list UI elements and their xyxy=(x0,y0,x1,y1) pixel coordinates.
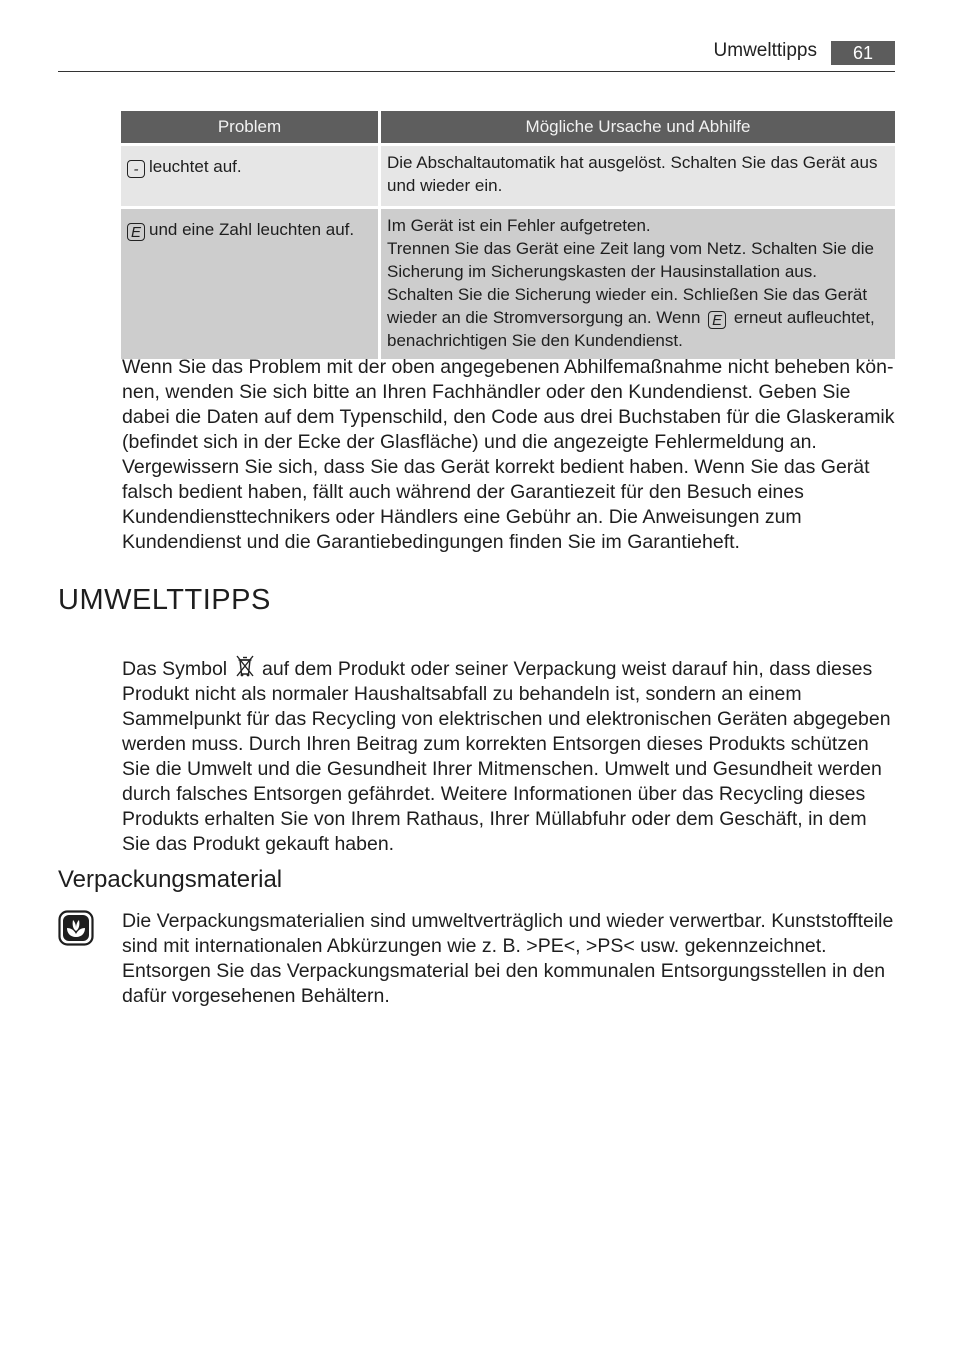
table-header-row xyxy=(121,111,895,143)
symbol-text xyxy=(122,654,897,857)
page-header xyxy=(58,38,895,72)
support-paragraph-1: Wenn Sie das Problem mit der oben angegebenen Abhilfemaßnahme nicht beheben können, wenden Sie sich bitte an Ihren Fachhändler oder den Kundendienst. Geben Sie dabei die Daten auf dem Typenschild, den Code aus drei Buchstaben für die Glaskeramik (befindet sich in der Ecke der Glasfläche) und die angezeigte Fehlermeldung an. xyxy=(122,356,895,453)
support-paragraph-2: Vergewissern Sie sich, dass Sie das Gerät korrekt bedient haben. Wenn Sie das Gerät falsch bedient haben, fällt auch während der Garantiezeit für den Besuch eines Kundendiensttechnikers oder Händlers eine Gebühr an. Die Anweisungen zum Kundendienst und die Garantiebedingungen finden Sie im Garantieheft. xyxy=(122,456,870,553)
table-row xyxy=(121,143,895,206)
symbol-paragraph xyxy=(122,654,897,857)
remedy-text: Die Abschaltautomatik hat ausgelöst. Schalten Sie das Gerät aus und wieder ein. xyxy=(387,153,878,195)
symbol-text-after: auf dem Produkt oder seiner Verpackung weist darauf hin, dass dieses Produkt nicht als normaler Haushaltsabfall zu behandeln ist, sondern an einem Sammelpunkt für das Recycling von elektrischen und elektronischen Geräten abgegeben werden muss. Durch Ihren Beitrag zum korrekten Entsorgen dieses Produkts schützen Sie die Umwelt und die Gesundheit Ihrer Mitmenschen. Umwelt und Gesundheit werden durch falsches Entsorgen gefährdet. Weitere Informationen über das Recycling dieses Produkts erhalten Sie von Ihrem Rathaus, Ihrer Müllabfuhr oder dem Geschäft, in dem Sie das Produkt gekauft haben. xyxy=(122,658,891,855)
eco-leaf-icon xyxy=(58,910,94,946)
packaging-text xyxy=(122,909,897,1009)
problem-cell xyxy=(121,143,381,206)
symbol-text-before: Das Symbol xyxy=(122,658,228,680)
crossed-out-bin-icon xyxy=(235,654,255,678)
header-section-title: Umwelttipps xyxy=(713,40,817,61)
support-text xyxy=(122,355,897,555)
problem-text: leuchtet auf. xyxy=(149,157,242,176)
remedy-line-1: Im Gerät ist ein Fehler aufgetreten. xyxy=(387,216,651,235)
column-header-problem: Problem xyxy=(121,111,381,143)
remedy-text-a: Trennen Sie das Gerät eine Zeit lang vom Netz. Schalten Sie die Sicherung im Sicherungskasten der Hausinstallation aus. Schalten Sie die Sicherung wieder ein. Schließen Sie das Gerät wieder an die Stromversorgung an. Wenn xyxy=(387,239,874,327)
display-key-icon: - xyxy=(127,160,145,178)
remedy-cell xyxy=(381,143,895,206)
packaging-paragraph: Die Verpackungsmaterialien sind umweltverträglich und wieder verwertbar. Kunststoffteile sind mit internationalen Abkürzungen wie z. B. >PE<, >PS< usw. gekennzeichnet. Entsorgen Sie das Verpackungsmaterial bei den kommunalen Entsorgungsstellen in den dafür vorgesehenen Behältern. xyxy=(122,910,894,1007)
error-key-icon: E xyxy=(127,223,145,241)
problem-cell xyxy=(121,206,381,359)
section-heading: UMWELTTIPPS xyxy=(58,584,271,616)
subheading: Verpackungsmaterial xyxy=(58,866,283,893)
error-key-inline-icon: E xyxy=(708,311,726,329)
remedy-cell xyxy=(381,206,895,359)
page-number-badge: 61 xyxy=(831,41,895,65)
problem-text: und eine Zahl leuchten auf. xyxy=(149,220,355,239)
table-row xyxy=(121,206,895,359)
remedy-text-b: erneut aufleuchtet, benachrichtigen Sie den Kundendienst. xyxy=(387,308,875,350)
troubleshooting-table xyxy=(121,111,895,359)
column-header-remedy: Mögliche Ursache und Abhilfe xyxy=(381,111,895,143)
header-rule xyxy=(58,71,895,72)
